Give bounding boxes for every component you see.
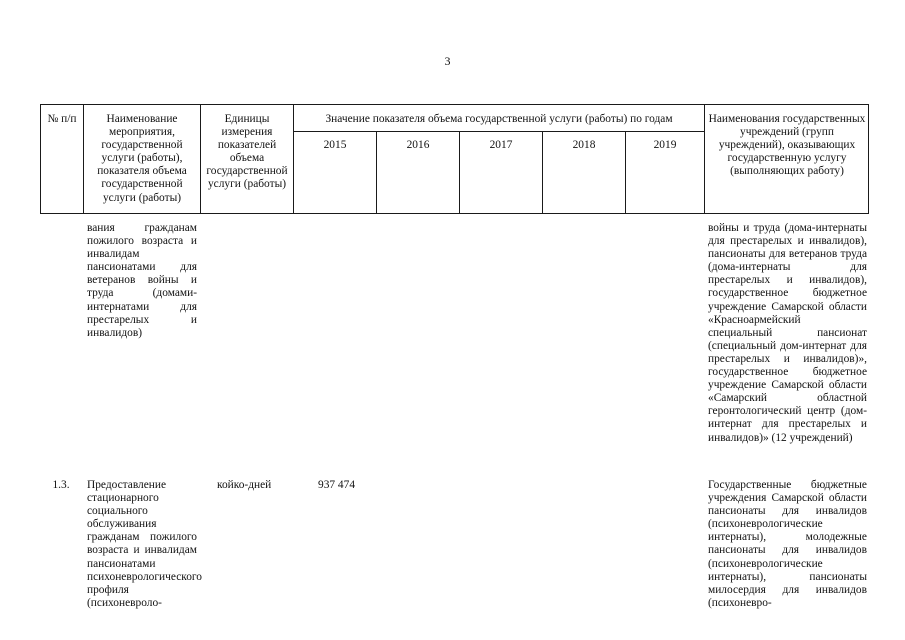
col-divider (704, 104, 705, 214)
row-number: 1.3. (52, 479, 70, 491)
col-divider (200, 104, 201, 214)
page-number: 3 (444, 54, 451, 68)
row-value-2015: 937 474 (318, 479, 356, 491)
years-subheader-border (293, 131, 704, 132)
header-year: 2015 (323, 139, 347, 151)
table-right-border (868, 104, 869, 214)
header-name: Наименование мероприятия, государственной услуги (работы), показателя объема государственной услуги (работы) (97, 113, 187, 204)
row-name: Предоставление стационарного социального обслуживания гражданам пожилого возраста и инвалидам пансионатами психоневрологического профиля (психоневроло- (87, 479, 202, 609)
header-values-by-year: Значение показателя объема государственной услуги (работы) по годам (325, 113, 673, 125)
header-institutions: Наименования государственных учреждений (групп учреждений), оказывающих государственную услугу (выполняющих работу) (708, 113, 866, 178)
header-bottom-border (40, 213, 869, 214)
header-year: 2016 (406, 139, 430, 151)
header-year: 2018 (572, 139, 596, 151)
row-name: вания гражданам пожилого возраста и инвалидам пансионатами для ветеранов войны и труда (домами-интернатами для престарелых и инвалидов) (87, 222, 197, 339)
header-year: 2019 (653, 139, 677, 151)
row-units: койко-дней (217, 479, 272, 491)
row-institutions: Государственные бюджетные учреждения Самарской области пансионаты для инвалидов (психоневрологические интернаты), молодежные пансионаты для инвалидов (психоневрологические интернаты), пансионаты милосердия для инвалидов (психоневро- (708, 479, 867, 609)
table-top-border (40, 104, 869, 105)
col-divider (83, 104, 84, 214)
header-year: 2017 (489, 139, 513, 151)
header-number: № п/п (47, 113, 77, 125)
header-units: Единицы измерения показателей объема государственной услуги (работы) (206, 113, 288, 191)
row-institutions: войны и труда (дома-интернаты для престарелых и инвалидов), пансионаты для ветеранов труда (дома-интернаты для престарелых и инвалидов), государственное бюджетное учреждение Самарской области «Красноармейский специальный пансионат (специальный дом-интернат для престарелых и инвалидов)», государственное бюджетное учреждение Самарской области «Самарский областной геронтологический центр (дом-интернат для престарелых и инвалидов)» (12 учреждений) (708, 222, 867, 444)
